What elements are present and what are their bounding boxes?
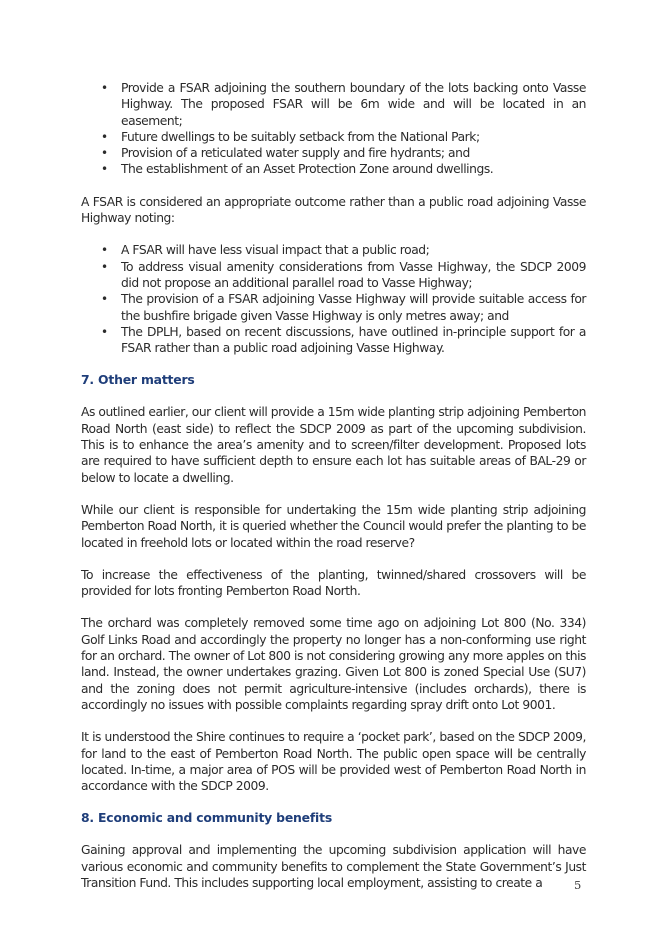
bullet-icon: • — [101, 129, 108, 144]
list-item — [81, 242, 586, 258]
document-body — [81, 80, 586, 891]
list-item-text: Provision of a reticulated water supply and fire hydrants; and — [121, 146, 470, 161]
paragraph: A FSAR is considered an appropriate outcome rather than a public road adjoining Vasse Highway noting: — [81, 194, 586, 226]
paragraph: It is understood the Shire continues to require a ‘pocket park’, based on the SDCP 2009, for land to the east of Pemberton Road North. The public open space will be centrally located. In-time, a major area of POS will be provided west of Pemberton Road North in accordance with the SDCP 2009. — [81, 730, 586, 794]
list-item — [81, 129, 586, 145]
list-item — [81, 145, 586, 161]
paragraph: The orchard was completely removed some time ago on adjoining Lot 800 (No. 334) Golf Links Road and accordingly the property no longer has a non-conforming use right for an orchard. The owner of Lot 800 is not considering growing any more apples on this land. Instead, the owner undertakes grazing. Given Lot 800 is zoned Special Use (SU7) and the zoning does not permit agriculture-intensive (includes orchards), there is accordingly no issues with possible complaints regarding spray drift onto Lot 9001. — [81, 616, 586, 712]
fsar-reasons-list — [81, 242, 586, 356]
bullet-icon: • — [101, 292, 108, 307]
section-heading: 7. Other matters — [81, 372, 195, 388]
list-item-text: To address visual amenity considerations from Vasse Highway, the SDCP 2009 did not propose an additional parallel road to Vasse Highway; — [121, 259, 586, 290]
bullet-icon: • — [101, 162, 108, 177]
paragraph: To increase the effectiveness of the planting, twinned/shared crossovers will be provided for lots fronting Pemberton Road North. — [81, 567, 586, 599]
list-item — [81, 291, 586, 324]
bullet-icon: • — [101, 146, 108, 161]
bullet-icon: • — [101, 324, 108, 339]
list-item — [81, 259, 586, 292]
paragraph: Gaining approval and implementing the upcoming subdivision application will have various economic and community benefits to complement the State Government’s Just Transition Fund. This includes supporting local employment, assisting to create a — [81, 843, 586, 890]
list-item-text: A FSAR will have less visual impact that a public road; — [121, 243, 430, 258]
list-item — [81, 324, 586, 357]
page-number: 5 — [574, 878, 582, 892]
list-item — [81, 80, 586, 129]
list-item-text: The DPLH, based on recent discussions, have outlined in-principle support for a FSAR rather than a public road adjoining Vasse Highway. — [121, 324, 586, 356]
list-item-text: The establishment of an Asset Protection Zone around dwellings. — [121, 162, 494, 177]
list-item — [81, 161, 586, 177]
bullet-icon: • — [101, 259, 108, 274]
paragraph: While our client is responsible for undertaking the 15m wide planting strip adjoining Pemberton Road North, it is queried whether the Council would prefer the planting to be located in freehold lots or located within the road reserve? — [81, 502, 586, 550]
paragraph: As outlined earlier, our client will provide a 15m wide planting strip adjoining Pemberton Road North (east side) to reflect the SDCP 2009 as part of the upcoming subdivision. This is to enhance the area’s amenity and to screen/filter development. Proposed lots are required to have sufficient depth to ensure each lot has suitable areas of BAL-29 or below to locate a dwelling. — [81, 405, 586, 485]
bullet-icon: • — [101, 81, 108, 95]
list-item-text: Future dwellings to be suitably setback from the National Park; — [121, 129, 480, 144]
list-item-text: Provide a FSAR adjoining the southern boundary of the lots backing onto Vasse Highway. The proposed FSAR will be 6m wide and will be located in an easement; — [121, 81, 586, 128]
bushfire-measures-list — [81, 80, 586, 178]
section-heading: 8. Economic and community benefits — [81, 810, 332, 826]
list-item-text: The provision of a FSAR adjoining Vasse Highway will provide suitable access for the bushfire brigade given Vasse Highway is only metres away; and — [121, 292, 586, 323]
bullet-icon: • — [101, 243, 108, 258]
